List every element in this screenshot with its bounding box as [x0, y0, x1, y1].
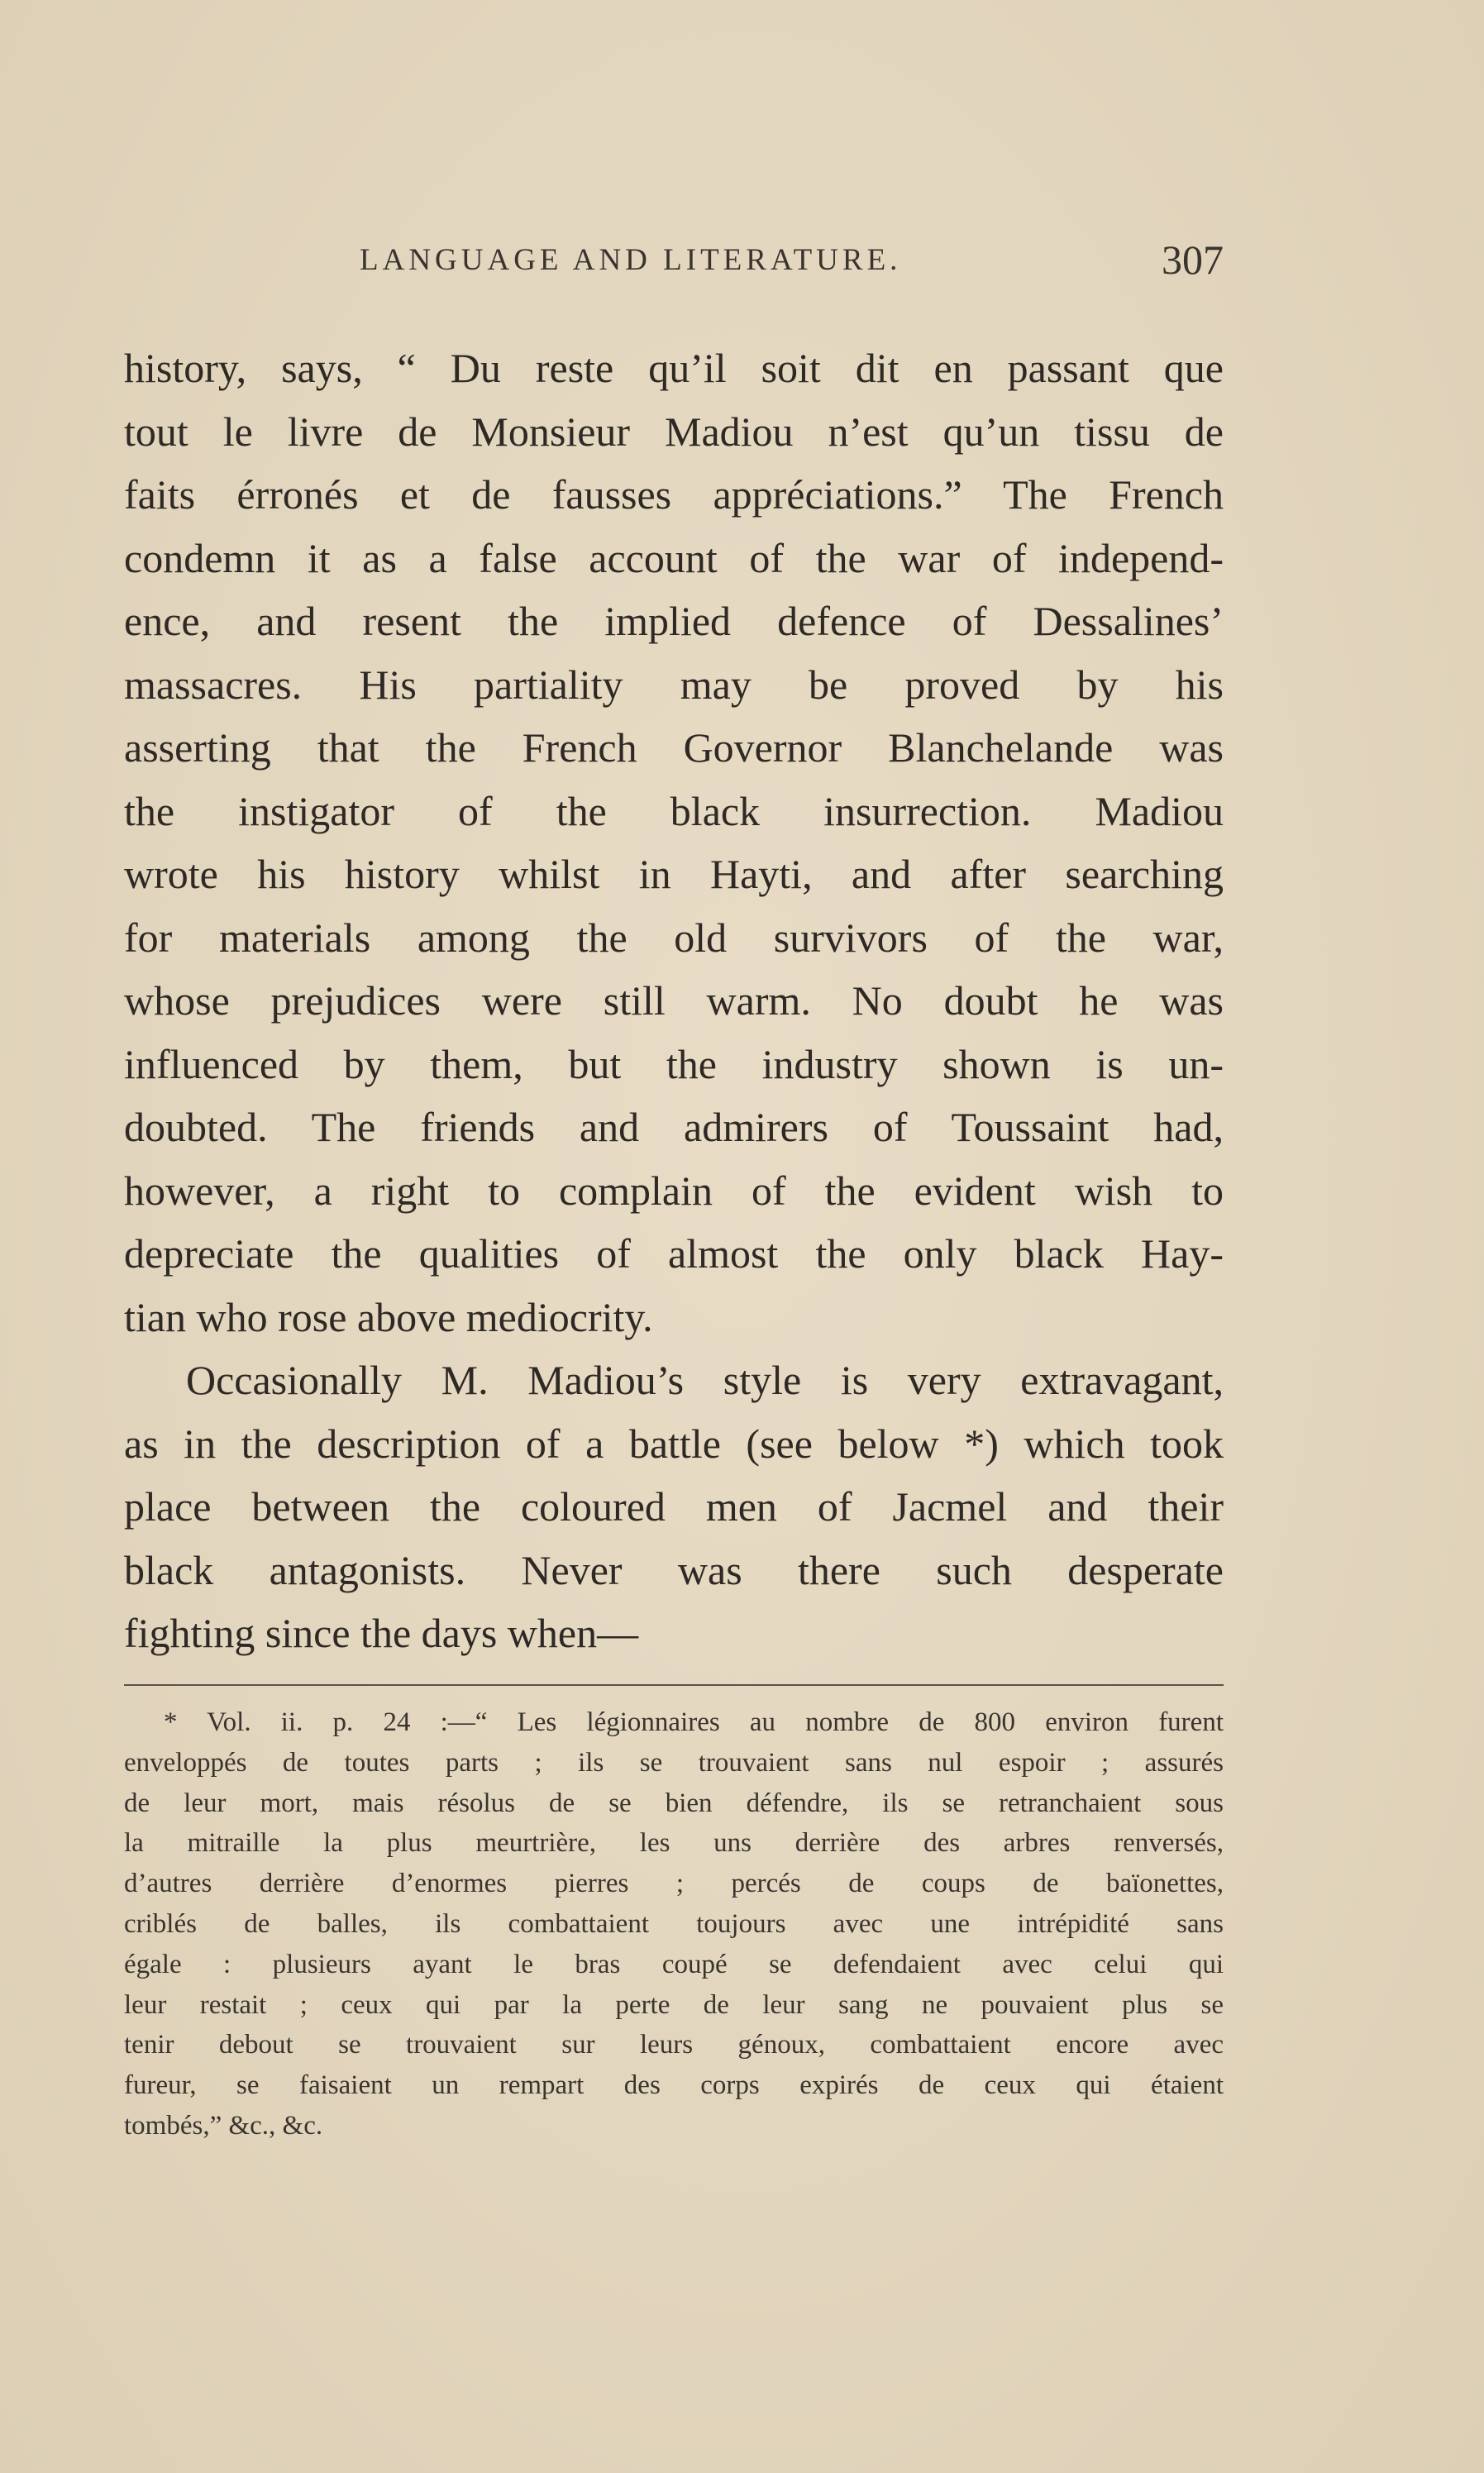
paragraph-1: [124, 337, 1224, 1349]
text-line: Occasionally M. Madiou’s style is very extravagant,: [186, 1357, 1224, 1403]
text-line: asserting that the French Governor Blanchelande was: [124, 724, 1224, 771]
text-line: depreciate the qualities of almost the only black Hay-: [124, 1230, 1224, 1277]
footnote-line: criblés de balles, ils combattaient toujours avec une intrépidité sans: [124, 1908, 1224, 1939]
text-line: tout le livre de Monsieur Madiou n’est qu’un tissu de: [124, 408, 1224, 455]
footnote-line: fureur, se faisaient un rempart des corps expirés de ceux qui étaient: [124, 2070, 1224, 2101]
text-line: the instigator of the black insurrection. Madiou: [124, 787, 1224, 834]
text-line: faits érronés et de fausses appréciations.” The French: [124, 471, 1224, 518]
footnote-line: leur restait ; ceux qui par la perte de leur sang ne pouvaient plus se: [124, 1989, 1224, 2020]
footnote-line: la mitraille la plus meurtrière, les uns derrière des arbres renversés,: [124, 1828, 1224, 1859]
footnote-line: de leur mort, mais résolus de se bien défendre, ils se retranchaient sous: [124, 1788, 1224, 1818]
text-line: condemn it as a false account of the war of independ-: [124, 534, 1224, 581]
text-line: fighting since the days when—: [124, 1610, 639, 1656]
footnote-rule: [124, 1684, 1224, 1686]
running-head: [124, 236, 1224, 294]
footnote-line: tombés,” &c., &c.: [124, 2110, 323, 2141]
text-line: however, a right to complain of the evident wish to: [124, 1167, 1224, 1214]
text-line: tian who rose above mediocrity.: [124, 1293, 653, 1340]
paragraph-2: [124, 1349, 1224, 1665]
text-line: as in the description of a battle (see below *) which took: [124, 1420, 1224, 1467]
text-line: doubted. The friends and admirers of Toussaint had,: [124, 1104, 1224, 1150]
text-line: place between the coloured men of Jacmel and their: [124, 1483, 1224, 1530]
page-number: 307: [1162, 236, 1224, 283]
text-line: massacres. His partiality may be proved by his: [124, 661, 1224, 708]
text-line: whose prejudices were still warm. No doubt he was: [124, 977, 1224, 1024]
footnote-line: égale : plusieurs ayant le bras coupé se defendaient avec celui qui: [124, 1949, 1224, 1979]
text-line: history, says, “ Du reste qu’il soit dit en passant que: [124, 345, 1224, 391]
text-line: wrote his history whilst in Hayti, and after searching: [124, 851, 1224, 897]
running-title: LANGUAGE AND LITERATURE.: [360, 243, 902, 277]
text-line: black antagonists. Never was there such desperate: [124, 1546, 1224, 1593]
text-line: for materials among the old survivors of the war,: [124, 914, 1224, 961]
footnote: [124, 1702, 1224, 2146]
main-text: [124, 337, 1224, 1665]
text-line: ence, and resent the implied defence of Dessalines’: [124, 598, 1224, 644]
footnote-line: tenir debout se trouvaient sur leurs génoux, combattaient encore avec: [124, 2030, 1224, 2060]
text-line: influenced by them, but the industry shown is un-: [124, 1040, 1224, 1087]
footnote-line: * Vol. ii. p. 24 :—“ Les légionnaires au nombre de 800 environ furent: [164, 1707, 1224, 1737]
footnote-line: d’autres derrière d’enormes pierres ; percés de coups de baïonettes,: [124, 1869, 1224, 1899]
footnote-line: enveloppés de toutes parts ; ils se trouvaient sans nul espoir ; assurés: [124, 1747, 1224, 1778]
